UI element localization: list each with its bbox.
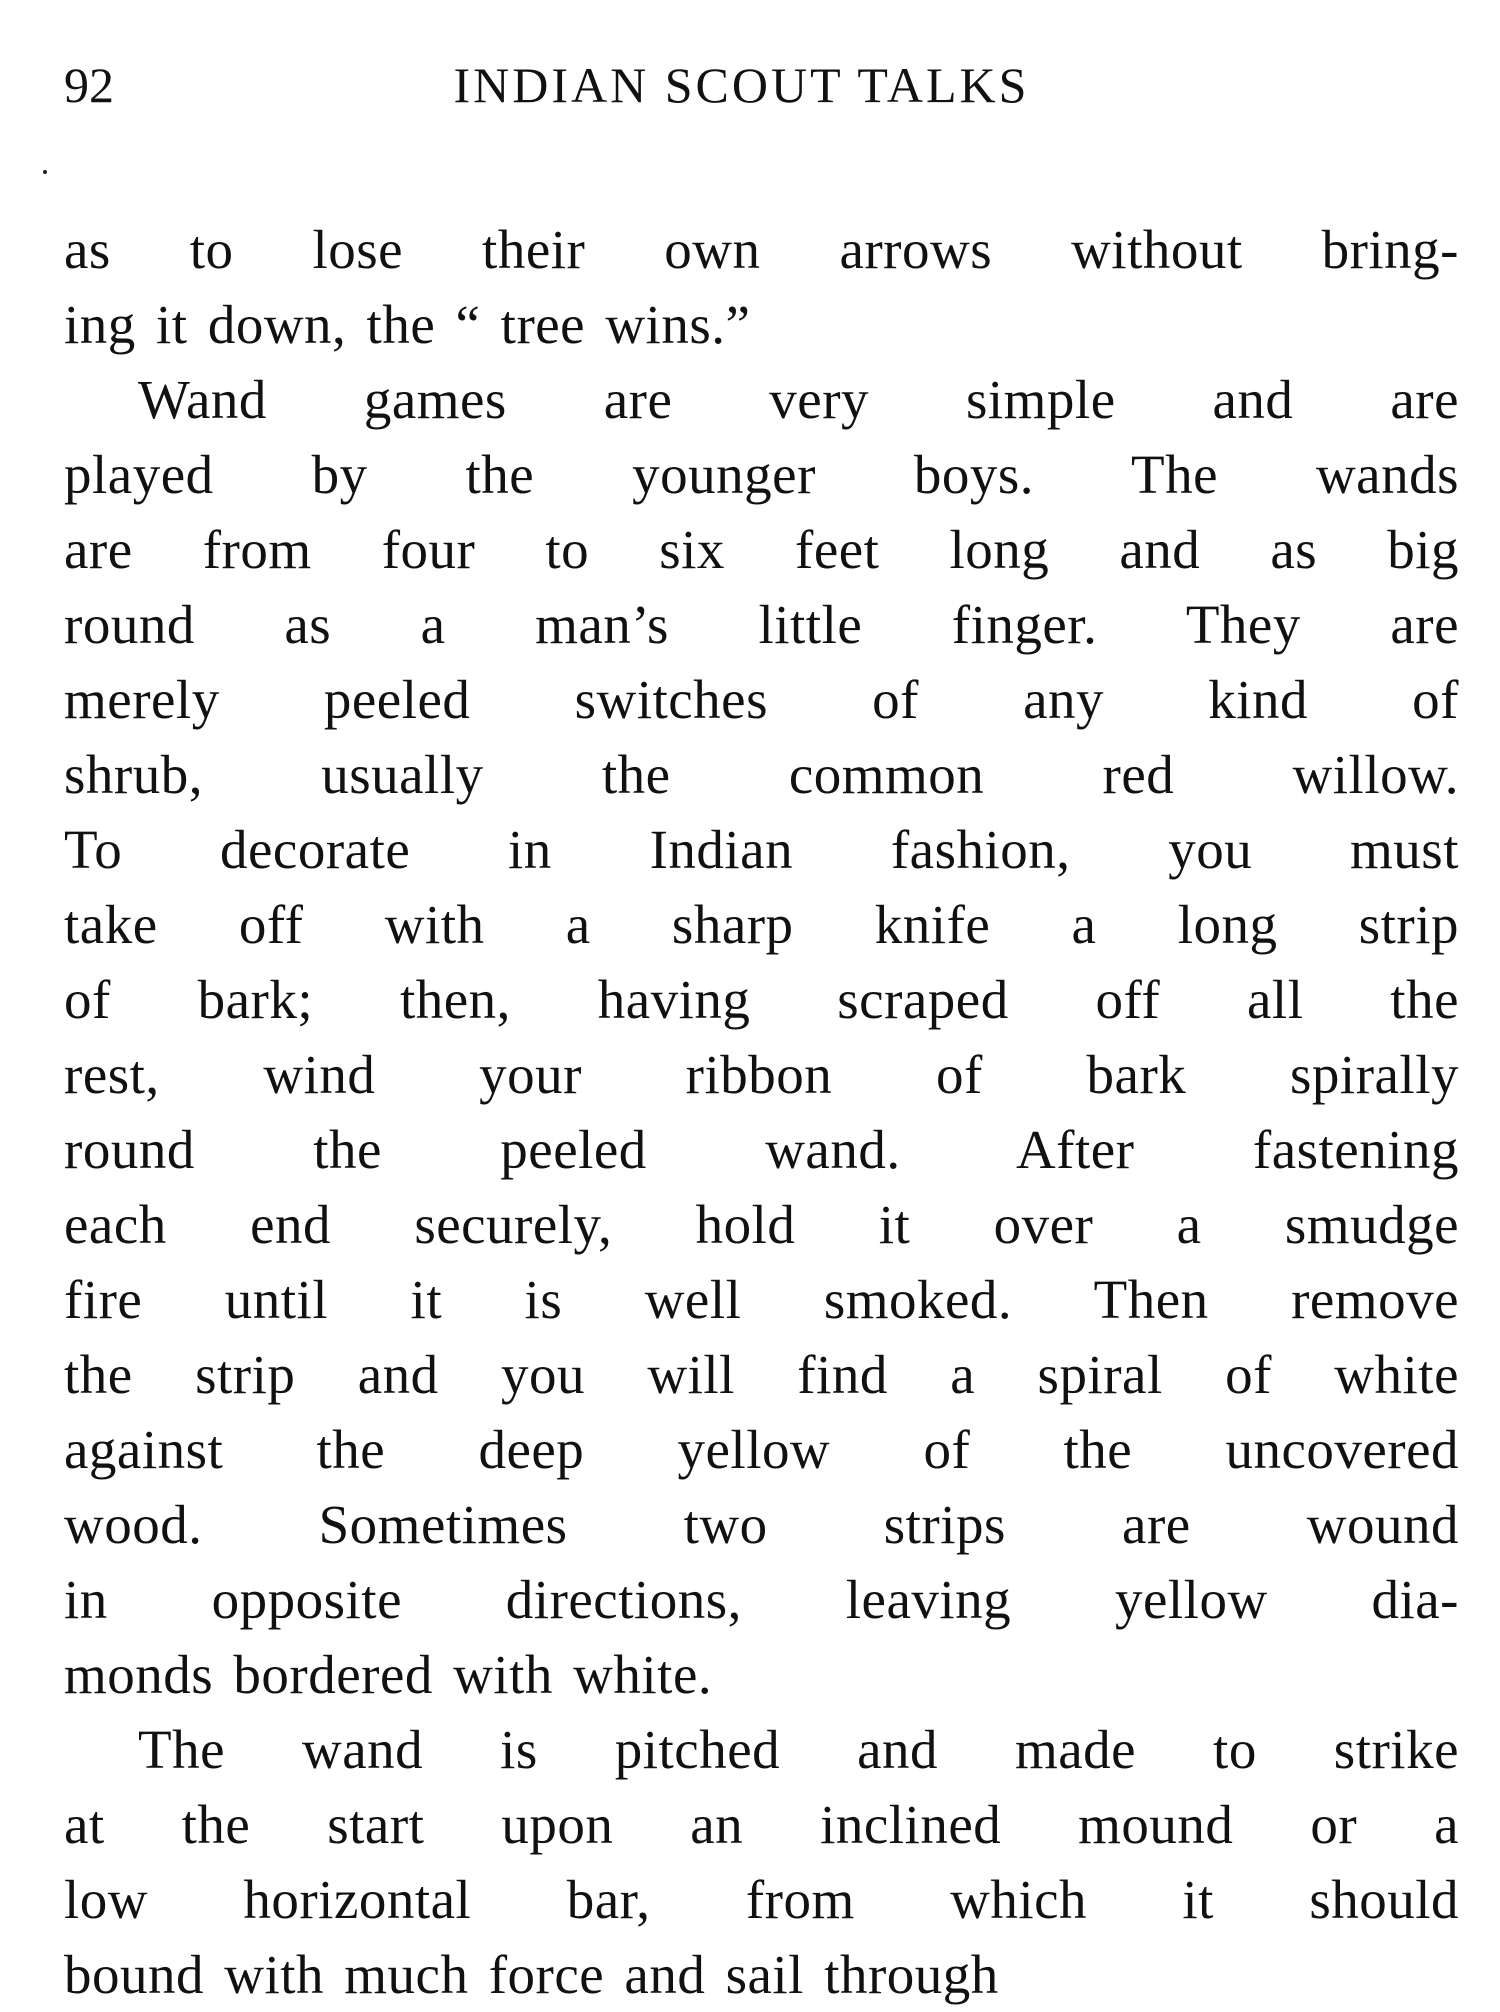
text-line: ing it down, the “ tree wins.” — [64, 294, 751, 355]
text-line: each end securely, hold it over a smudge — [64, 1194, 1459, 1255]
text-line: round as a man’s little finger. They are — [64, 594, 1459, 655]
paragraph — [64, 362, 1459, 1712]
text-line: rest, wind your ribbon of bark spirally — [64, 1044, 1459, 1105]
text-line: Wand games are very simple and are — [138, 369, 1459, 430]
text-line: The wand is pitched and made to strike — [138, 1719, 1459, 1780]
text-line: shrub, usually the common red willow. — [64, 744, 1459, 805]
text-line: take off with a sharp knife a long strip — [64, 894, 1459, 955]
text-line: as to lose their own arrows without bring- — [64, 219, 1459, 280]
body-text — [64, 212, 1459, 2012]
book-page — [64, 50, 1459, 2005]
text-line: round the peeled wand. After fastening — [64, 1119, 1459, 1180]
paragraph — [64, 212, 1459, 362]
paragraph — [64, 1712, 1459, 2012]
running-head: INDIAN SCOUT TALKS — [453, 57, 1030, 113]
text-line: monds bordered with white. — [64, 1644, 713, 1705]
text-line: wood. Sometimes two strips are wound — [64, 1494, 1459, 1555]
page-number: 92 — [64, 57, 114, 113]
text-line: To decorate in Indian fashion, you must — [64, 819, 1459, 880]
page-header — [64, 50, 1459, 120]
text-line: low horizontal bar, from which it should — [64, 1869, 1459, 1930]
text-line: at the start upon an inclined mound or a — [64, 1794, 1459, 1855]
text-line: fire until it is well smoked. Then remove — [64, 1269, 1459, 1330]
text-line: of bark; then, having scraped off all the — [64, 969, 1459, 1030]
text-line: played by the younger boys. The wands — [64, 444, 1459, 505]
text-line: against the deep yellow of the uncovered — [64, 1419, 1459, 1480]
text-line: the strip and you will find a spiral of white — [64, 1344, 1459, 1405]
stray-ink-mark — [43, 170, 47, 174]
text-line: merely peeled switches of any kind of — [64, 669, 1459, 730]
text-line: in opposite directions, leaving yellow dia- — [64, 1569, 1459, 1630]
text-line: are from four to six feet long and as big — [64, 519, 1459, 580]
text-line: bound with much force and sail through — [64, 1944, 999, 2005]
